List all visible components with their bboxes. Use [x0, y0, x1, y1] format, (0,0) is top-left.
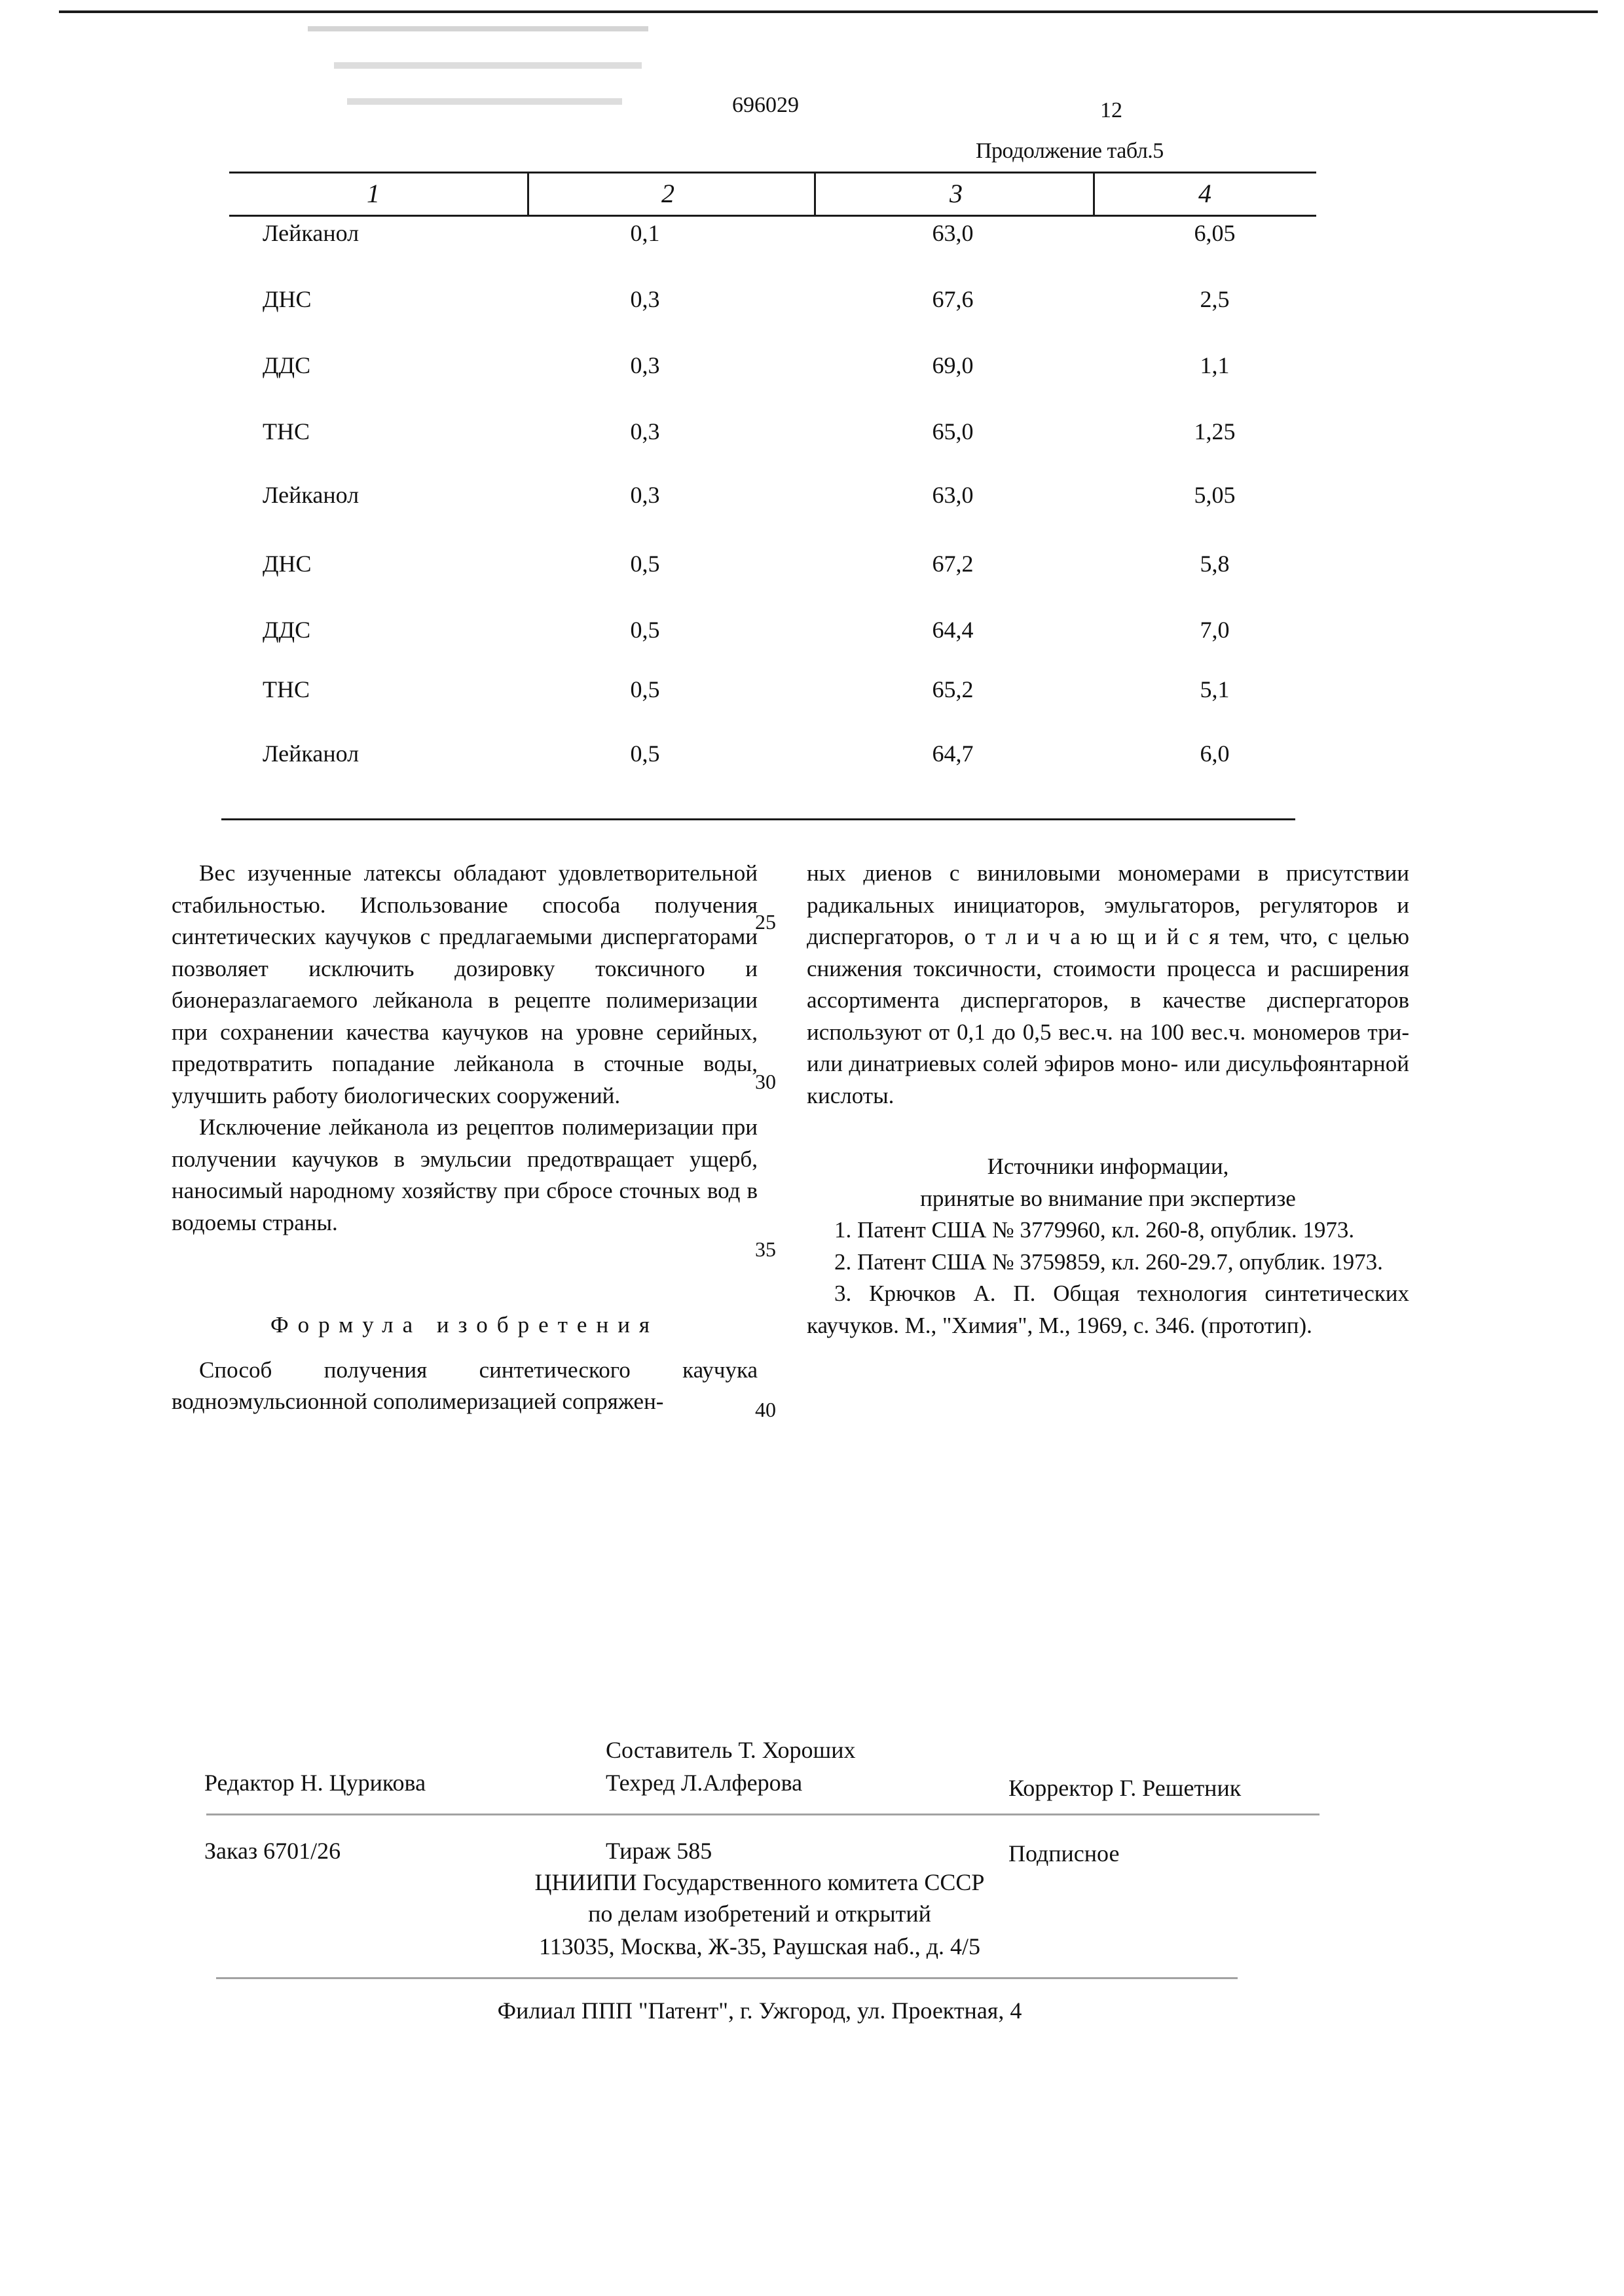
- org-line-1: ЦНИИПИ Государственного комитета СССР: [534, 1869, 985, 1895]
- conversion-value: 64,7: [932, 740, 974, 767]
- stamp-smudge: [347, 98, 622, 105]
- coagulum-value: 5,05: [1194, 482, 1236, 508]
- stamp-smudge: [308, 26, 648, 31]
- paragraph-stability: Вес изученные латексы обладают удовлетворительной стабильностью. Использование способа получения синтетических каучуков с предлагаемыми диспергаторами позволяет исключить дозировку токсичного и бионеразлагаемого лейканола в рецепте полимеризации при сохранении качества каучуков на уровне серийных, предотвратить попадание лейканола в сточные воды, улучшить работу биологических сооружений.: [172, 860, 758, 1108]
- org-address: 113035, Москва, Ж-35, Раушская наб., д. 4/5: [538, 1933, 981, 1959]
- coagulum-value: 5,1: [1200, 676, 1230, 702]
- coagulum-value: 6,05: [1194, 220, 1236, 246]
- sources-title-1: Источники информации,: [987, 1154, 1229, 1179]
- column-header-3: 3: [950, 179, 963, 208]
- branch-address: Филиал ППП "Патент", г. Ужгород, ул. Проектная, 4: [497, 1997, 1022, 2024]
- conversion-value: 65,0: [932, 418, 974, 445]
- conversion-value: 64,4: [932, 617, 974, 643]
- line-number: 35: [755, 1237, 776, 1261]
- coagulum-value: 7,0: [1200, 617, 1230, 643]
- subscription: Подписное: [1008, 1840, 1120, 1867]
- source-item: 3. Крючков А. П. Общая технология синтетических каучуков. М., "Химия", М., 1969, с. 346. (прототип).: [807, 1281, 1409, 1338]
- table-bottom-rule: [221, 818, 1295, 820]
- line-number: 30: [755, 1070, 776, 1093]
- dosage-value: 0,3: [630, 482, 660, 508]
- column-header-2: 2: [661, 179, 674, 208]
- dispergator-name: ДДС: [263, 352, 311, 378]
- left-column: [172, 858, 758, 1418]
- column-divider: [527, 173, 529, 215]
- conversion-value: 67,6: [932, 286, 974, 312]
- coagulum-value: 5,8: [1200, 551, 1230, 577]
- org-line-2: по делам изобретений и открытий: [588, 1901, 931, 1927]
- techred: Техред Л.Алферова: [606, 1770, 803, 1796]
- conversion-value: 63,0: [932, 220, 974, 246]
- stamp-smudge: [334, 62, 642, 69]
- conversion-value: 69,0: [932, 352, 974, 378]
- coagulum-value: 6,0: [1200, 740, 1230, 767]
- dispergator-name: ДДС: [263, 617, 311, 643]
- coagulum-value: 1,25: [1194, 418, 1236, 445]
- dosage-value: 0,5: [630, 551, 660, 577]
- line-number: 40: [755, 1398, 776, 1421]
- column-header-4: 4: [1198, 179, 1211, 208]
- conversion-value: 67,2: [932, 551, 974, 577]
- coagulum-value: 1,1: [1200, 352, 1230, 378]
- print-run: Тираж 585: [606, 1838, 712, 1864]
- top-rule: [59, 10, 1598, 13]
- line-number: 25: [755, 910, 776, 934]
- corrector: Корректор Г. Решетник: [1008, 1775, 1242, 1801]
- column-divider: [814, 173, 816, 215]
- dispergator-name: ДНС: [263, 286, 312, 312]
- table-caption: Продолжение табл.5: [976, 139, 1164, 163]
- page-number: 12: [1100, 98, 1122, 122]
- claim-start: Способ получения синтетического каучука водноэмульсионной сополимеризацией сопряжен-: [172, 1357, 758, 1414]
- dispergator-name: Лейканол: [263, 482, 360, 508]
- dosage-value: 0,1: [630, 220, 660, 246]
- footer-rule: [206, 1813, 1320, 1815]
- source-item: 2. Патент США № 3759859, кл. 260-29.7, опублик. 1973.: [834, 1248, 1383, 1275]
- dosage-value: 0,3: [630, 418, 660, 445]
- source-item: 1. Патент США № 3779960, кл. 260-8, опублик. 1973.: [834, 1217, 1355, 1243]
- dosage-value: 0,5: [630, 676, 660, 702]
- dosage-value: 0,3: [630, 352, 660, 378]
- order-number: Заказ 6701/26: [204, 1838, 341, 1864]
- sources-title-2: принятые во внимание при экспертизе: [920, 1185, 1296, 1211]
- paragraph-exclusion: Исключение лейканола из рецептов полимеризации при получении каучуков в эмульсии предотвращает ущерб, наносимый народному хозяйству при сбросе сточных вод в водоемы страны.: [172, 1114, 758, 1235]
- conversion-value: 63,0: [932, 482, 974, 508]
- column-divider: [1093, 173, 1095, 215]
- conversion-value: 65,2: [932, 676, 974, 702]
- patent-number: 696029: [732, 93, 799, 117]
- dispergator-name: ДНС: [263, 551, 312, 577]
- claim-continuation: ных диенов с виниловыми мономерами в присутствии радикальных инициаторов, эмульгаторов, регуляторов и диспергаторов, о т л и ч а ю щ и й с я тем, что, с целью снижения токсичности, стоимости процесса и расширения ассортимента диспергаторов, в качестве диспергаторов используют от 0,1 до 0,5 вес.ч. на 100 вес.ч. мономеров три- или динатриевых солей эфиров моно- или дисульфоянтарной кислоты.: [807, 860, 1409, 1108]
- dosage-value: 0,5: [630, 740, 660, 767]
- table-top-rule: [229, 172, 1316, 173]
- footer-rule: [216, 1977, 1238, 1979]
- dispergator-name: ТНС: [263, 418, 310, 445]
- right-column: [807, 858, 1409, 1341]
- dosage-value: 0,5: [630, 617, 660, 643]
- dispergator-name: Лейканол: [263, 740, 360, 767]
- dispergator-name: ТНС: [263, 676, 310, 702]
- dosage-value: 0,3: [630, 286, 660, 312]
- formula-heading: Формула изобретения: [270, 1312, 659, 1338]
- table-header-bottom-rule: [229, 215, 1316, 217]
- editor: Редактор Н. Цурикова: [204, 1770, 426, 1796]
- compiler: Составитель Т. Хороших: [606, 1737, 856, 1763]
- dispergator-name: Лейканол: [263, 220, 360, 246]
- coagulum-value: 2,5: [1200, 286, 1230, 312]
- column-header-1: 1: [367, 179, 380, 208]
